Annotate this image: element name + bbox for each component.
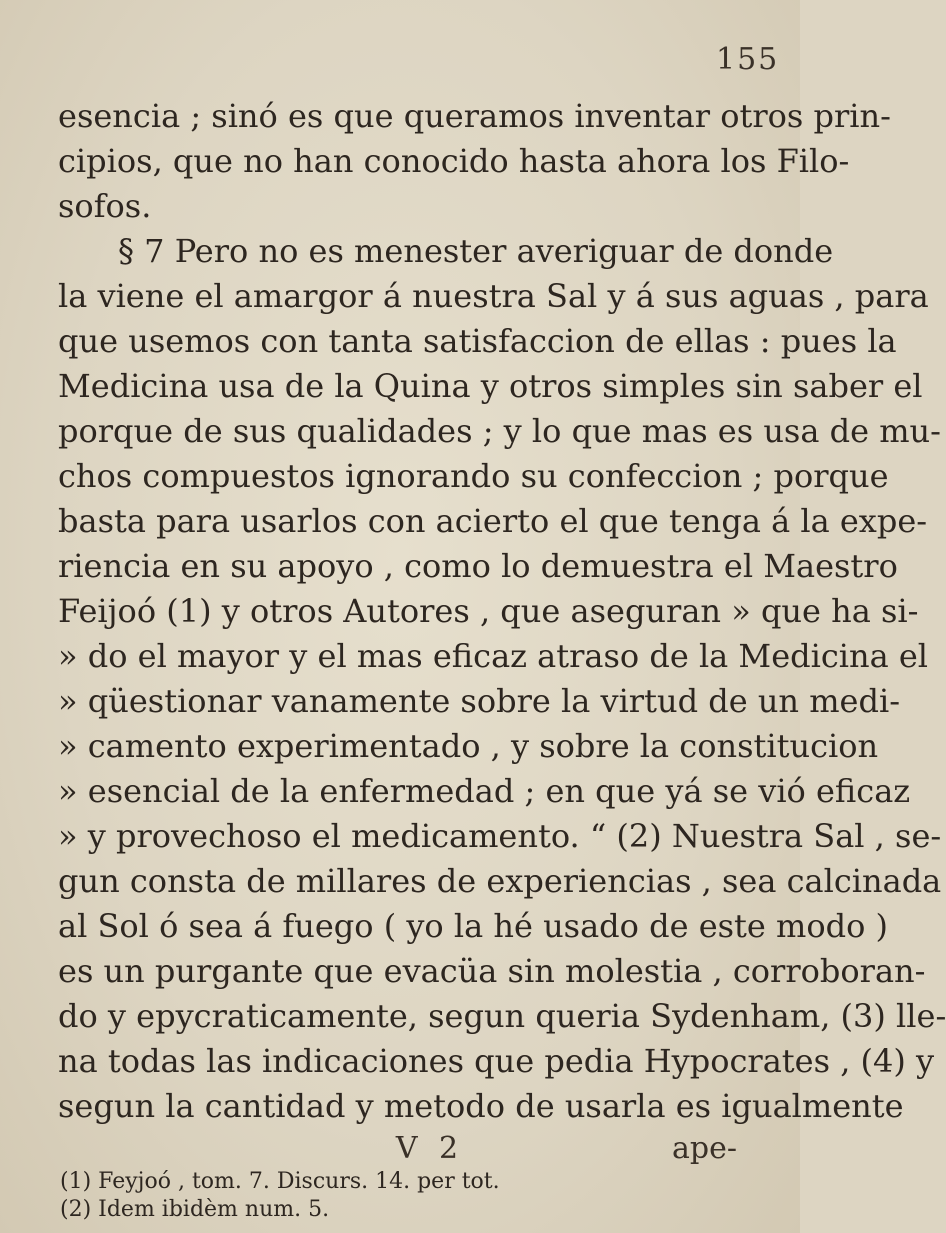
body-line: riencia en su apoyo , como lo demuestra el Maestro [58,547,898,585]
page-number: 155 [716,42,780,77]
body-line: do y epycraticamente, segun queria Sydenham, (3) lle- [58,997,946,1035]
body-line: es un purgante que evacüa sin molestia , corroboran- [58,952,926,990]
body-line: Feijoó (1) y otros Autores , que aseguran » que ha si- [58,592,919,630]
body-line: » do el mayor y el mas eficaz atraso de la Medicina el [58,637,929,675]
body-line: al Sol ó sea á fuego ( yo la hé usado de este modo ) [58,907,889,945]
signature-mark: V 2 [395,1131,465,1166]
footnotes [60,1168,760,1224]
body-line: que usemos con tanta satisfaccion de ellas : pues la [58,322,897,360]
catchword: ape- [672,1131,737,1166]
body-line: chos compuestos ignorando su confeccion ; porque [58,457,889,495]
body-line: na todas las indicaciones que pedia Hypocrates , (4) y [58,1042,935,1080]
body-line: cipios, que no han conocido hasta ahora los Filo- [58,142,850,180]
body-line: gun consta de millares de experiencias , sea calcinada [58,862,942,900]
body-line: § 7 Pero no es menester averiguar de donde [118,232,834,270]
body-line: segun la cantidad y metodo de usarla es igualmente [58,1087,904,1125]
body-line: basta para usarlos con acierto el que tenga á la expe- [58,502,928,540]
body-line: sofos. [58,187,152,225]
body-line: porque de sus qualidades ; y lo que mas es usa de mu- [58,412,941,450]
body-line: » qüestionar vanamente sobre la virtud de un medi- [58,682,901,720]
body-line: Medicina usa de la Quina y otros simples sin saber el [58,367,923,405]
footnote: (2) Idem ibidèm num. 5. [60,1197,330,1222]
body-line: la viene el amargor á nuestra Sal y á sus aguas , para [58,277,929,315]
body-line: esencia ; sinó es que queramos inventar otros prin- [58,97,891,135]
footnote: (1) Feyjoó , tom. 7. Discurs. 14. per tot. [60,1169,500,1194]
body-line: » y provechoso el medicamento. “ (2) Nuestra Sal , se- [58,817,942,855]
body-line: » camento experimentado , y sobre la constitucion [58,727,879,765]
body-line: » esencial de la enfermedad ; en que yá se vió eficaz [58,772,911,810]
